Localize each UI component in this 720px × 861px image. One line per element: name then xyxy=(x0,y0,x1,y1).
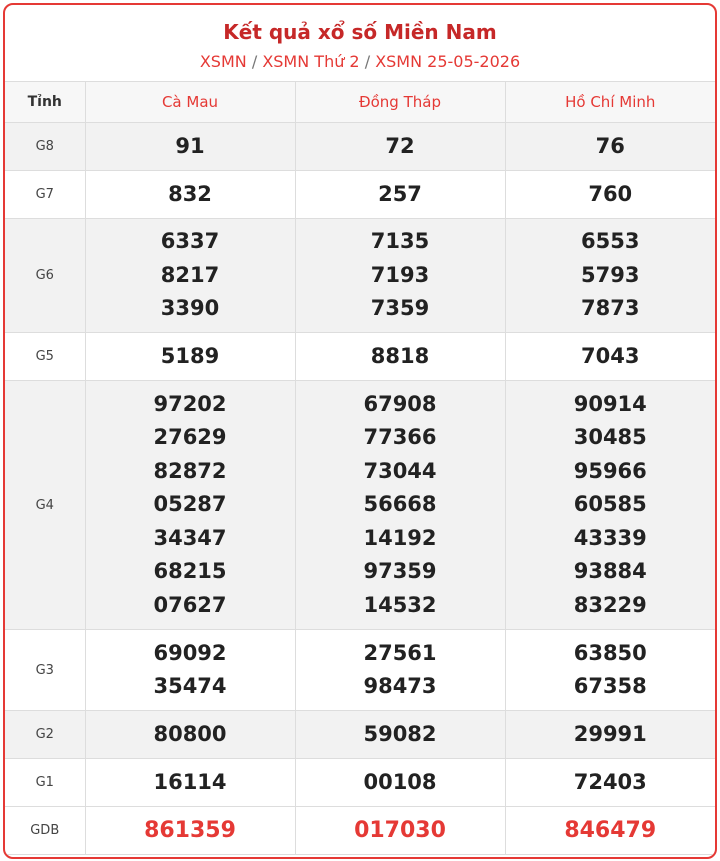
prize-number: 05287 xyxy=(153,492,227,517)
prize-cell xyxy=(295,333,505,381)
breadcrumb-separator: / xyxy=(364,52,371,71)
prize-number: 80800 xyxy=(153,721,227,746)
breadcrumb-link-xsmn-date[interactable]: XSMN 25-05-2026 xyxy=(375,52,521,71)
prize-number: 72403 xyxy=(573,769,647,794)
prize-number: 7193 xyxy=(370,262,430,287)
prize-number: 63850 xyxy=(573,640,647,665)
prize-number: 93884 xyxy=(573,559,647,584)
prize-cell xyxy=(295,171,505,219)
prize-rank: G5 xyxy=(5,333,85,381)
prize-number: 72 xyxy=(385,133,415,158)
prize-cell xyxy=(505,333,715,381)
prize-number: 97359 xyxy=(363,559,437,584)
table-row xyxy=(5,171,715,219)
special-prize-number: 846479 xyxy=(564,817,657,843)
prize-cell xyxy=(295,123,505,171)
prize-number: 7359 xyxy=(370,296,430,321)
prize-number: 56668 xyxy=(363,492,437,517)
prize-number: 67908 xyxy=(363,391,437,416)
prize-cell xyxy=(295,807,505,855)
prize-rank: G6 xyxy=(5,219,85,333)
column-header-ca-mau[interactable]: Cà Mau xyxy=(85,82,295,123)
prize-number: 27629 xyxy=(153,425,227,450)
prize-cell xyxy=(85,171,295,219)
prize-number: 760 xyxy=(588,181,633,206)
special-prize-number: 017030 xyxy=(354,817,446,843)
prize-rank: G4 xyxy=(5,381,85,630)
table-row xyxy=(5,219,715,333)
prize-number: 69092 xyxy=(153,640,227,665)
prize-number: 29991 xyxy=(573,721,647,746)
prize-number: 73044 xyxy=(363,458,437,483)
prize-cell xyxy=(505,759,715,807)
prize-cell xyxy=(85,759,295,807)
prize-number: 27561 xyxy=(363,640,437,665)
prize-number: 90914 xyxy=(573,391,647,416)
prize-rank: G7 xyxy=(5,171,85,219)
prize-cell xyxy=(505,171,715,219)
prize-number: 16114 xyxy=(153,769,227,794)
prize-rank: G1 xyxy=(5,759,85,807)
results-table xyxy=(5,82,715,855)
prize-number: 00108 xyxy=(363,769,437,794)
prize-number: 3390 xyxy=(160,296,220,321)
prize-number: 43339 xyxy=(573,525,647,550)
prize-cell xyxy=(505,807,715,855)
prize-number: 82872 xyxy=(153,458,227,483)
prize-number: 8217 xyxy=(160,262,220,287)
prize-cell xyxy=(505,219,715,333)
results-body xyxy=(5,123,715,855)
table-row xyxy=(5,630,715,711)
prize-cell xyxy=(295,630,505,711)
table-row xyxy=(5,759,715,807)
prize-number: 83229 xyxy=(573,592,647,617)
prize-cell xyxy=(295,711,505,759)
table-row xyxy=(5,381,715,630)
table-row xyxy=(5,333,715,381)
prize-cell xyxy=(505,711,715,759)
prize-number: 77366 xyxy=(363,425,437,450)
special-prize-number: 861359 xyxy=(144,817,236,843)
prize-cell xyxy=(85,219,295,333)
breadcrumb-link-xsmn-thu-2[interactable]: XSMN Thứ 2 xyxy=(262,52,360,71)
prize-number: 68215 xyxy=(153,559,227,584)
prize-cell xyxy=(505,123,715,171)
prize-number: 98473 xyxy=(363,674,437,698)
page-title: Kết quả xổ số Miền Nam xyxy=(223,20,497,44)
table-row xyxy=(5,711,715,759)
prize-cell xyxy=(295,219,505,333)
prize-number: 76 xyxy=(595,133,625,158)
breadcrumb-separator: / xyxy=(251,52,258,71)
breadcrumb-link-xsmn[interactable]: XSMN xyxy=(199,52,247,71)
prize-cell xyxy=(295,381,505,630)
prize-number: 7043 xyxy=(581,343,640,368)
prize-number: 30485 xyxy=(573,425,647,450)
results-header xyxy=(5,5,715,82)
results-card xyxy=(3,3,717,859)
prize-cell xyxy=(505,630,715,711)
prize-number: 257 xyxy=(378,181,422,206)
table-header-row xyxy=(5,82,715,123)
prize-number: 7873 xyxy=(581,296,640,321)
prize-number: 6553 xyxy=(581,229,640,254)
prize-cell xyxy=(85,123,295,171)
prize-number: 14192 xyxy=(363,525,437,550)
prize-number: 60585 xyxy=(573,492,647,517)
prize-number: 07627 xyxy=(153,592,227,617)
prize-cell xyxy=(85,630,295,711)
prize-number: 91 xyxy=(175,133,205,158)
prize-number: 832 xyxy=(168,181,212,206)
prize-number: 35474 xyxy=(153,674,227,698)
prize-cell xyxy=(85,333,295,381)
prize-number: 8818 xyxy=(370,343,430,368)
breadcrumb xyxy=(5,51,715,73)
prize-rank: G3 xyxy=(5,630,85,711)
prize-cell xyxy=(505,381,715,630)
prize-rank: G8 xyxy=(5,123,85,171)
prize-number: 67358 xyxy=(573,674,647,698)
prize-number: 14532 xyxy=(363,592,437,617)
prize-cell xyxy=(85,711,295,759)
prize-cell xyxy=(85,381,295,630)
prize-number: 59082 xyxy=(363,721,437,746)
column-header-tinh: Tỉnh xyxy=(5,82,85,123)
prize-number: 97202 xyxy=(153,391,227,416)
prize-number: 95966 xyxy=(573,458,647,483)
prize-number: 34347 xyxy=(153,525,227,550)
prize-number: 5793 xyxy=(581,262,640,287)
table-row xyxy=(5,807,715,855)
table-row xyxy=(5,123,715,171)
prize-rank: GDB xyxy=(5,807,85,855)
prize-rank: G2 xyxy=(5,711,85,759)
column-header-dong-thap[interactable]: Đồng Tháp xyxy=(295,82,505,123)
prize-number: 5189 xyxy=(160,343,220,368)
prize-cell xyxy=(85,807,295,855)
prize-number: 6337 xyxy=(160,229,220,254)
prize-cell xyxy=(295,759,505,807)
prize-number: 7135 xyxy=(370,229,430,254)
column-header-ho-chi-minh[interactable]: Hồ Chí Minh xyxy=(505,82,715,123)
